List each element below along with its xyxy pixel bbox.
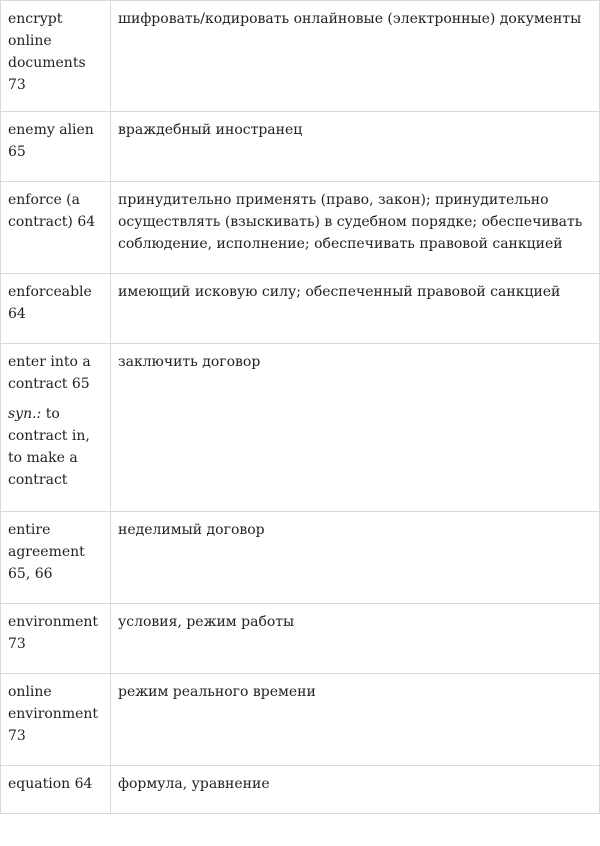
translation-cell: режим реального времени xyxy=(111,674,600,766)
translation-cell: враждебный иностранец xyxy=(111,112,600,182)
table-row xyxy=(1,1,600,112)
term-text: enforceable 64 xyxy=(8,284,92,322)
translation-cell: принудительно применять (право, закон); принудительно осуществлять (взыскивать) в судебном порядке; обеспечивать соблюдение, исполнение; обеспечивать правовой санкцией xyxy=(111,182,600,274)
table-row xyxy=(1,344,600,512)
term-cell xyxy=(1,344,111,512)
term-cell xyxy=(1,182,111,274)
term-cell xyxy=(1,766,111,814)
translation-cell: условия, режим работы xyxy=(111,604,600,674)
translation-cell: имеющий исковую силу; обеспеченный правовой санкцией xyxy=(111,274,600,344)
table-row xyxy=(1,604,600,674)
term-text: enforce (a contract) 64 xyxy=(8,192,96,230)
translation-cell: заключить договор xyxy=(111,344,600,512)
table-row xyxy=(1,766,600,814)
translation-cell: шифровать/кодировать онлайновые (электронные) документы xyxy=(111,1,600,112)
translation-cell: формула, уравнение xyxy=(111,766,600,814)
table-row xyxy=(1,112,600,182)
term-text: enemy alien 65 xyxy=(8,122,94,160)
synonym-text: to contract in, to make a contract xyxy=(8,406,90,488)
translation-cell: неделимый договор xyxy=(111,512,600,604)
table-row xyxy=(1,182,600,274)
term-text: entire agreement 65, 66 xyxy=(8,522,85,582)
synonym-label: syn.: xyxy=(8,406,42,422)
table-row xyxy=(1,674,600,766)
term-text: encrypt online documents 73 xyxy=(8,11,86,93)
term-cell xyxy=(1,674,111,766)
table-row xyxy=(1,512,600,604)
synonym-note xyxy=(8,403,103,491)
term-text: online environment 73 xyxy=(8,684,99,744)
table-row xyxy=(1,274,600,344)
term-cell xyxy=(1,512,111,604)
term-cell xyxy=(1,112,111,182)
term-text: enter into a contract 65 xyxy=(8,354,91,392)
term-text: environment 73 xyxy=(8,614,99,652)
term-cell xyxy=(1,274,111,344)
term-cell xyxy=(1,604,111,674)
term-cell xyxy=(1,1,111,112)
term-text: equation 64 xyxy=(8,776,93,792)
